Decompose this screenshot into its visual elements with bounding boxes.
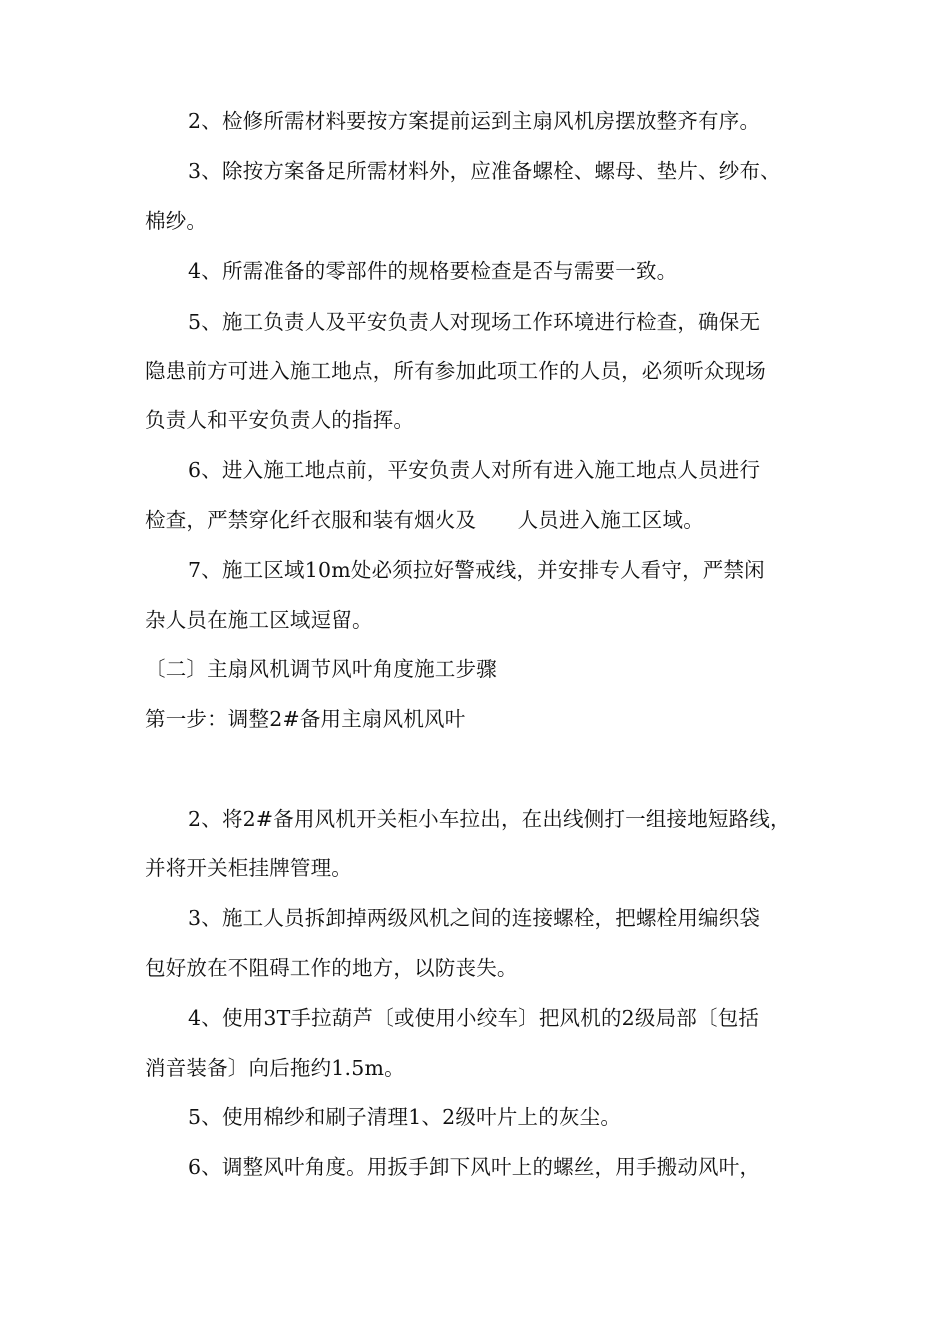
paragraph-line: 3、除按方案备足所需材料外，应准备螺栓、螺母、垫片、纱布、 [188,159,781,183]
paragraph-line: 负责人和平安负责人的指挥。 [145,408,415,432]
paragraph-line: 包好放在不阻碍工作的地方，以防丧失。 [145,956,518,980]
section-heading: 〔二〕主扇风机调节风叶角度施工步骤 [145,657,497,681]
paragraph-line: 6、进入施工地点前，平安负责人对所有进入施工地点人员进行 [188,458,761,482]
paragraph-line: 杂人员在施工区域逗留。 [145,608,373,632]
paragraph-line: 2、将2#备用风机开关柜小车拉出，在出线侧打一组接地短路线， [188,807,791,831]
paragraph-line: 2、检修所需材料要按方案提前运到主扇风机房摆放整齐有序。 [188,109,761,133]
paragraph-line: 并将开关柜挂牌管理。 [145,856,352,880]
paragraph-line: 消音装备〕向后拖约1.5m。 [145,1056,405,1080]
paragraph-line: 3、施工人员拆卸掉两级风机之间的连接螺栓，把螺栓用编织袋 [188,906,761,930]
paragraph-line: 4、使用3T手拉葫芦〔或使用小绞车〕把风机的2级局部〔包括 [188,1006,760,1030]
paragraph-line: 6、调整风叶角度。用扳手卸下风叶上的螺丝，用手搬动风叶， [188,1155,761,1179]
paragraph-line: 4、所需准备的零部件的规格要检查是否与需要一致。 [188,259,678,283]
paragraph-line: 隐患前方可进入施工地点，所有参加此项工作的人员，必须听众现场 [145,359,766,383]
paragraph-line: 5、使用棉纱和刷子清理1、2级叶片上的灰尘。 [188,1105,622,1129]
paragraph-line: 7、施工区域10m处必须拉好警戒线，并安排专人看守，严禁闲 [188,558,765,582]
step-heading: 第一步：调整2#备用主扇风机风叶 [145,707,466,731]
paragraph-line: 5、施工负责人及平安负责人对现场工作环境进行检查，确保无 [188,310,761,334]
paragraph-line: 检查，严禁穿化纤衣服和装有烟火及 人员进入施工区域。 [145,508,704,532]
paragraph-line: 棉纱。 [145,209,208,233]
